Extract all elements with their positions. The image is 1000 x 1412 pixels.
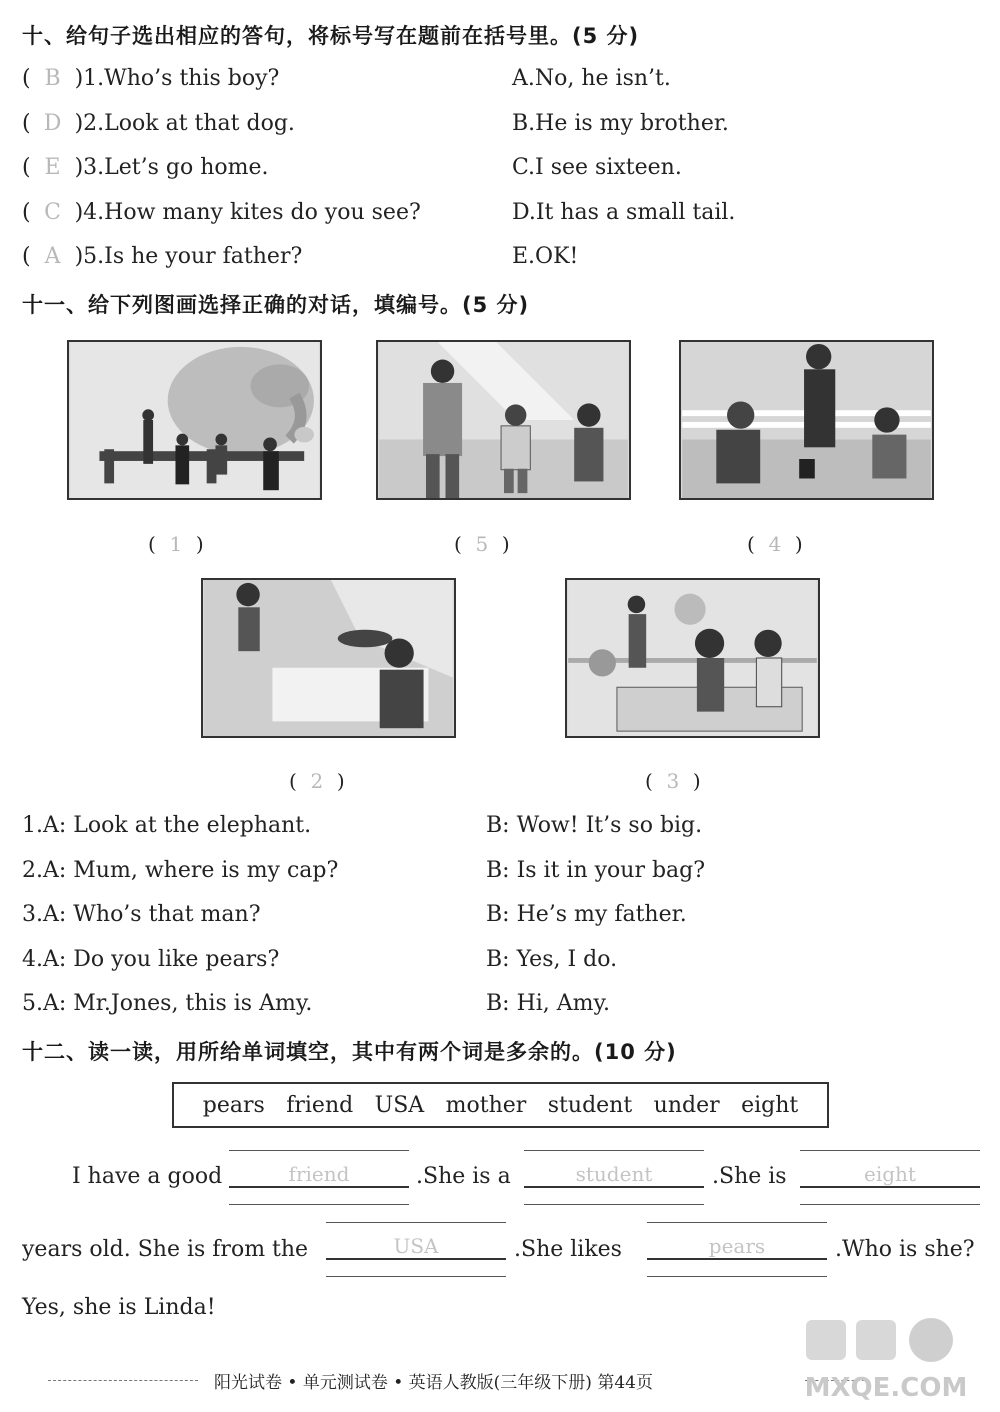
blank-5-answer: pears bbox=[708, 1234, 766, 1258]
word-bank-item: student bbox=[547, 1092, 633, 1118]
passage-text: .She likes bbox=[514, 1237, 622, 1262]
picture-3-label: ( 4 ) bbox=[747, 532, 803, 556]
elephant-scene-image bbox=[69, 342, 320, 498]
section-11-heading: 十一、给下列图画选择正确的对话，填编号。(5 分) bbox=[22, 293, 530, 317]
blank-1[interactable] bbox=[229, 1150, 409, 1206]
dialogue-5-b: B: Hi, Amy. bbox=[486, 991, 611, 1016]
blank-2[interactable] bbox=[524, 1150, 704, 1206]
word-bank-item: pears bbox=[202, 1092, 265, 1118]
blank-4[interactable] bbox=[326, 1222, 506, 1278]
dialogue-1-a: 1.A: Look at the elephant. bbox=[22, 813, 312, 838]
father-scene-image bbox=[567, 580, 818, 736]
question-2: ( D )2.Look at that dog. bbox=[22, 111, 295, 136]
passage-text: .She is a bbox=[416, 1164, 511, 1189]
answer-4: C bbox=[44, 200, 61, 225]
section-12-heading: 十二、读一读，用所给单词填空，其中有两个词是多余的。(10 分) bbox=[22, 1040, 677, 1064]
blank-3[interactable] bbox=[800, 1150, 980, 1206]
picture-elephant bbox=[67, 340, 322, 500]
dialogue-3-b: B: He’s my father. bbox=[486, 902, 687, 927]
word-bank-item: eight bbox=[741, 1092, 799, 1118]
question-5: ( A )5.Is he your father? bbox=[22, 244, 303, 269]
picture-4-label: ( 2 ) bbox=[289, 769, 345, 793]
watermark-text: MXQE.COM bbox=[804, 1373, 968, 1403]
option-d: D.It has a small tail. bbox=[512, 200, 736, 225]
option-b: B.He is my brother. bbox=[512, 111, 729, 136]
answer-2: D bbox=[43, 111, 62, 136]
introduction-scene-image bbox=[378, 342, 629, 498]
passage-text: Yes, she is Linda! bbox=[22, 1295, 216, 1320]
picture-pears bbox=[679, 340, 934, 500]
passage-text: .She is bbox=[712, 1164, 787, 1189]
dialogue-3-a: 3.A: Who’s that man? bbox=[22, 902, 261, 927]
picture-5-label: ( 3 ) bbox=[645, 769, 701, 793]
picture-2-answer: 5 bbox=[475, 532, 489, 556]
question-4: ( C )4.How many kites do you see? bbox=[22, 200, 421, 225]
passage-text: years old. She is from the bbox=[22, 1237, 309, 1262]
word-bank-item: under bbox=[653, 1092, 720, 1118]
pears-scene-image bbox=[681, 342, 932, 498]
dialogue-4-b: B: Yes, I do. bbox=[486, 947, 618, 972]
dialogue-2-b: B: Is it in your bag? bbox=[486, 858, 706, 883]
question-3: ( E )3.Let’s go home. bbox=[22, 155, 269, 180]
watermark-logo bbox=[786, 1318, 986, 1406]
word-bank-item: friend bbox=[286, 1092, 354, 1118]
word-bank-item: USA bbox=[374, 1092, 425, 1118]
blank-1-answer: friend bbox=[288, 1162, 350, 1186]
watermark-logo-image bbox=[786, 1318, 986, 1406]
section-10-heading: 十、给句子选出相应的答句，将标号写在题前在括号里。(5 分) bbox=[22, 24, 640, 48]
picture-1-label: ( 1 ) bbox=[148, 532, 204, 556]
picture-4-answer: 2 bbox=[310, 769, 324, 793]
option-c: C.I see sixteen. bbox=[512, 155, 682, 180]
picture-2-label: ( 5 ) bbox=[454, 532, 510, 556]
word-bank bbox=[172, 1082, 829, 1128]
picture-5-answer: 3 bbox=[666, 769, 680, 793]
option-e: E.OK! bbox=[512, 244, 579, 269]
blank-2-answer: student bbox=[575, 1162, 653, 1186]
footer-text: 阳光试卷 • 单元测试卷 • 英语人教版(三年级下册) 第44页 bbox=[214, 1373, 653, 1393]
picture-father bbox=[565, 578, 820, 738]
dialogue-1-b: B: Wow! It’s so big. bbox=[486, 813, 703, 838]
picture-introduction bbox=[376, 340, 631, 500]
cap-scene-image bbox=[203, 580, 454, 736]
picture-1-answer: 1 bbox=[169, 532, 183, 556]
passage-text: .Who is she? bbox=[835, 1237, 975, 1262]
question-1: ( B )1.Who’s this boy? bbox=[22, 66, 280, 91]
word-bank-item: mother bbox=[445, 1092, 527, 1118]
dialogue-2-a: 2.A: Mum, where is my cap? bbox=[22, 858, 339, 883]
dialogue-4-a: 4.A: Do you like pears? bbox=[22, 947, 280, 972]
picture-3-answer: 4 bbox=[768, 532, 782, 556]
passage-text: I have a good bbox=[72, 1164, 223, 1189]
dialogue-5-a: 5.A: Mr.Jones, this is Amy. bbox=[22, 991, 313, 1016]
answer-5: A bbox=[44, 244, 61, 269]
option-a: A.No, he isn’t. bbox=[512, 66, 671, 91]
blank-3-answer: eight bbox=[864, 1162, 916, 1186]
blank-4-answer: USA bbox=[393, 1234, 439, 1258]
blank-5[interactable] bbox=[647, 1222, 827, 1278]
answer-1: B bbox=[44, 66, 61, 91]
footer-divider-left bbox=[48, 1380, 198, 1381]
picture-cap bbox=[201, 578, 456, 738]
answer-3: E bbox=[44, 155, 61, 180]
